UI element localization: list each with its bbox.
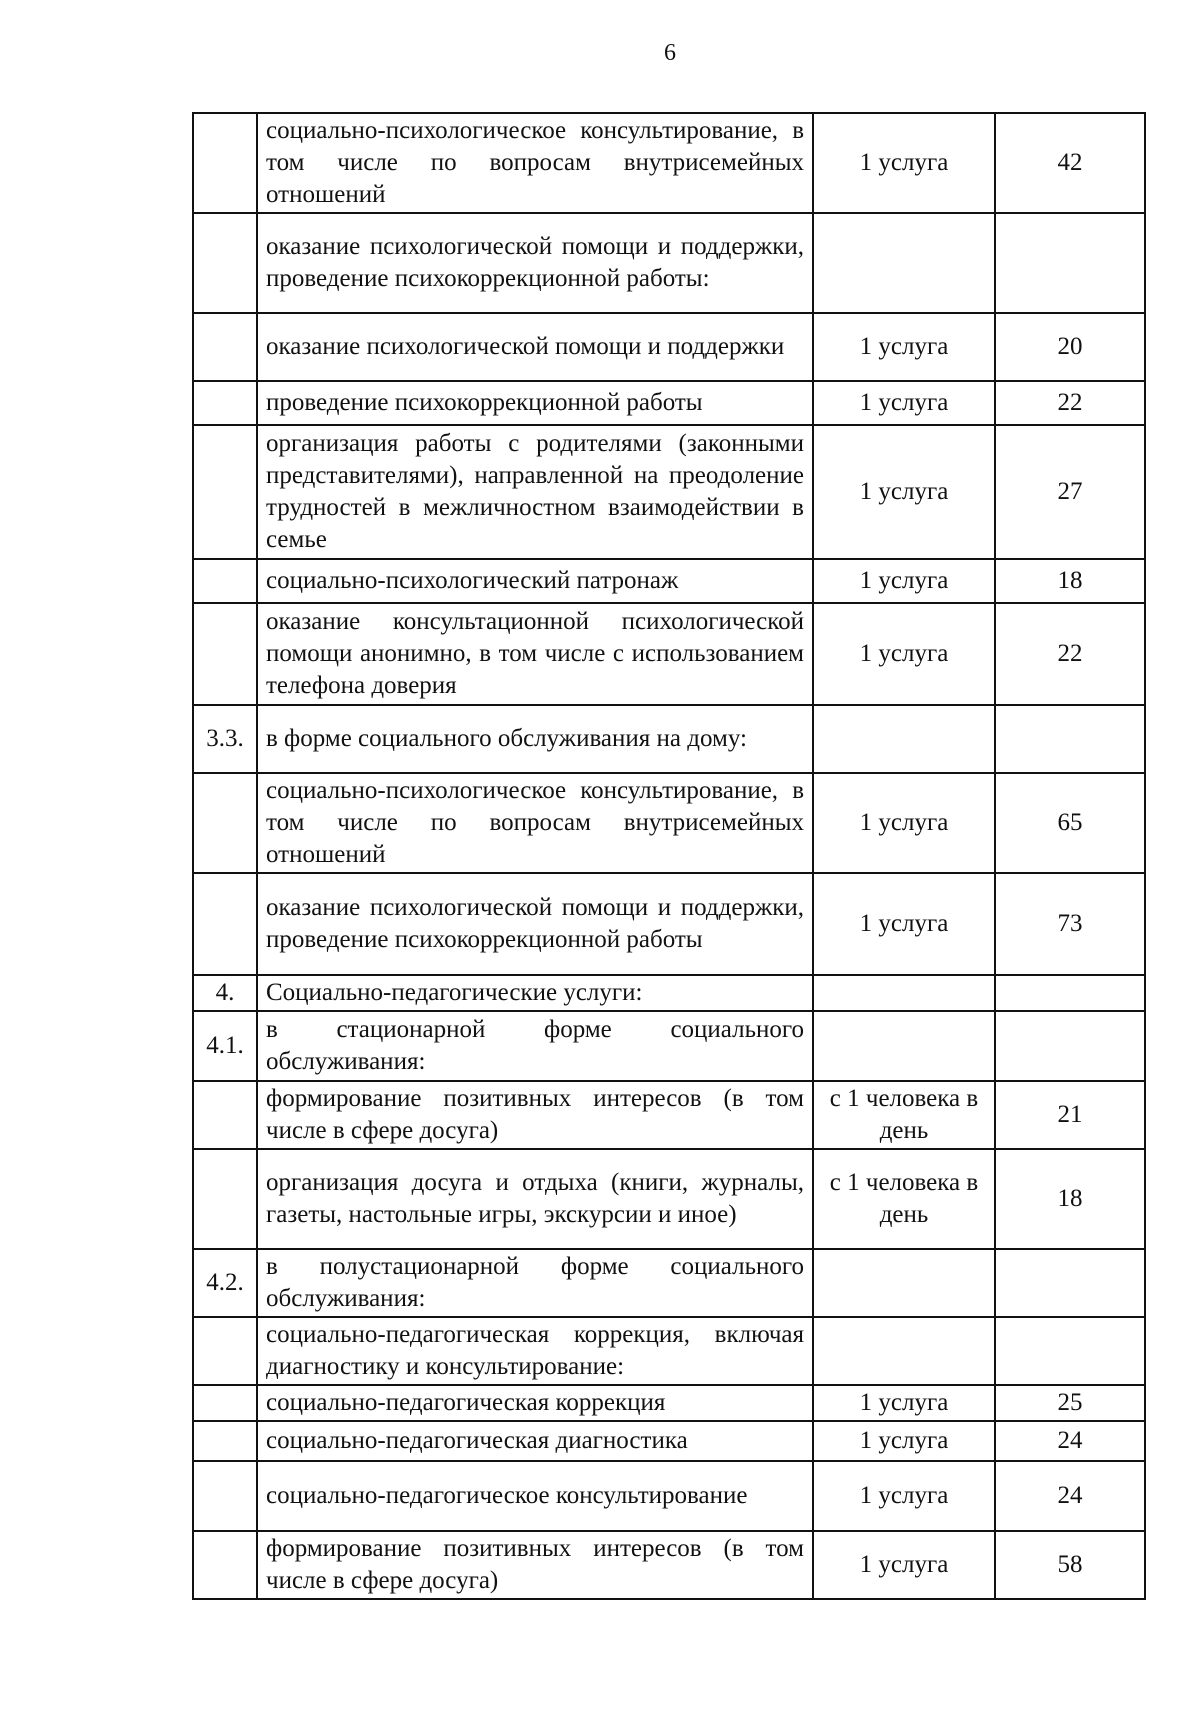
value-cell: 18 — [995, 1149, 1145, 1249]
value-cell — [995, 213, 1145, 313]
row-number-cell — [193, 1461, 257, 1531]
service-name-cell: в форме социального обслуживания на дому: — [257, 705, 813, 773]
table-row — [193, 773, 1145, 873]
row-number-cell — [193, 1385, 257, 1421]
row-number-cell — [193, 873, 257, 975]
row-number-cell — [193, 313, 257, 381]
service-name-cell: оказание психологической помощи и поддержки, проведение психокоррекционной работы: — [257, 213, 813, 313]
service-name-cell: социально-педагогическая диагностика — [257, 1421, 813, 1461]
table-row — [193, 1385, 1145, 1421]
unit-cell — [813, 1249, 995, 1317]
table-row — [193, 705, 1145, 773]
value-cell — [995, 1011, 1145, 1081]
unit-cell: 1 услуга — [813, 1461, 995, 1531]
row-number-cell — [193, 603, 257, 705]
service-name-cell: социально-педагогическая коррекция — [257, 1385, 813, 1421]
value-cell: 73 — [995, 873, 1145, 975]
table-row — [193, 1081, 1145, 1149]
unit-cell: 1 услуга — [813, 425, 995, 559]
row-number-cell — [193, 1149, 257, 1249]
value-cell: 42 — [995, 113, 1145, 213]
unit-cell: 1 услуга — [813, 773, 995, 873]
table-row — [193, 1249, 1145, 1317]
value-cell: 22 — [995, 603, 1145, 705]
table-row — [193, 559, 1145, 603]
value-cell: 65 — [995, 773, 1145, 873]
row-number-cell: 4.1. — [193, 1011, 257, 1081]
value-cell: 22 — [995, 381, 1145, 425]
value-cell — [995, 1317, 1145, 1385]
table-row — [193, 1531, 1145, 1599]
unit-cell — [813, 1011, 995, 1081]
unit-cell: 1 услуга — [813, 381, 995, 425]
service-name-cell: формирование позитивных интересов (в том числе в сфере досуга) — [257, 1531, 813, 1599]
row-number-cell — [193, 559, 257, 603]
value-cell: 18 — [995, 559, 1145, 603]
table-row — [193, 1421, 1145, 1461]
unit-cell: 1 услуга — [813, 1421, 995, 1461]
service-name-cell: социально-психологический патронаж — [257, 559, 813, 603]
table-row — [193, 381, 1145, 425]
service-name-cell: Социально-педагогические услуги: — [257, 975, 813, 1011]
service-name-cell: социально-психологическое консультирование, в том числе по вопросам внутрисемейных отношений — [257, 773, 813, 873]
row-number-cell — [193, 1531, 257, 1599]
service-name-cell: в полустационарной форме социального обслуживания: — [257, 1249, 813, 1317]
service-name-cell: проведение психокоррекционной работы — [257, 381, 813, 425]
row-number-cell — [193, 1421, 257, 1461]
table-row — [193, 975, 1145, 1011]
service-name-cell: в стационарной форме социального обслуживания: — [257, 1011, 813, 1081]
unit-cell: 1 услуга — [813, 1385, 995, 1421]
service-name-cell: социально-психологическое консультирование, в том числе по вопросам внутрисемейных отношений — [257, 113, 813, 213]
table-row — [193, 1149, 1145, 1249]
unit-cell: 1 услуга — [813, 873, 995, 975]
value-cell — [995, 1249, 1145, 1317]
service-name-cell: оказание психологической помощи и поддержки — [257, 313, 813, 381]
table-row — [193, 603, 1145, 705]
value-cell: 20 — [995, 313, 1145, 381]
unit-cell: с 1 человека в день — [813, 1081, 995, 1149]
value-cell: 58 — [995, 1531, 1145, 1599]
row-number-cell — [193, 213, 257, 313]
service-name-cell: оказание консультационной психологической помощи анонимно, в том числе с использованием телефона доверия — [257, 603, 813, 705]
row-number-cell — [193, 381, 257, 425]
unit-cell — [813, 213, 995, 313]
table-row — [193, 1011, 1145, 1081]
table-row — [193, 113, 1145, 213]
unit-cell — [813, 975, 995, 1011]
value-cell — [995, 705, 1145, 773]
unit-cell — [813, 705, 995, 773]
unit-cell: 1 услуга — [813, 1531, 995, 1599]
row-number-cell: 4.2. — [193, 1249, 257, 1317]
unit-cell: 1 услуга — [813, 559, 995, 603]
row-number-cell — [193, 773, 257, 873]
row-number-cell — [193, 113, 257, 213]
table-row — [193, 213, 1145, 313]
value-cell: 24 — [995, 1461, 1145, 1531]
row-number-cell — [193, 1317, 257, 1385]
value-cell: 25 — [995, 1385, 1145, 1421]
value-cell: 21 — [995, 1081, 1145, 1149]
unit-cell: 1 услуга — [813, 313, 995, 381]
row-number-cell — [193, 1081, 257, 1149]
table-row — [193, 1317, 1145, 1385]
value-cell: 24 — [995, 1421, 1145, 1461]
services-tariff-table — [192, 112, 1146, 1600]
unit-cell: с 1 человека в день — [813, 1149, 995, 1249]
row-number-cell: 4. — [193, 975, 257, 1011]
service-name-cell: оказание психологической помощи и поддержки, проведение психокоррекционной работы — [257, 873, 813, 975]
unit-cell: 1 услуга — [813, 603, 995, 705]
unit-cell: 1 услуга — [813, 113, 995, 213]
table-row — [193, 1461, 1145, 1531]
unit-cell — [813, 1317, 995, 1385]
service-name-cell: организация досуга и отдыха (книги, журналы, газеты, настольные игры, экскурсии и иное) — [257, 1149, 813, 1249]
service-name-cell: социально-педагогическая коррекция, включая диагностику и консультирование: — [257, 1317, 813, 1385]
service-name-cell: организация работы с родителями (законными представителями), направленной на преодоление трудностей в межличностном взаимодействии в семье — [257, 425, 813, 559]
table-row — [193, 425, 1145, 559]
value-cell — [995, 975, 1145, 1011]
value-cell: 27 — [995, 425, 1145, 559]
service-name-cell: формирование позитивных интересов (в том числе в сфере досуга) — [257, 1081, 813, 1149]
row-number-cell — [193, 425, 257, 559]
page-number: 6 — [664, 40, 676, 66]
table-row — [193, 313, 1145, 381]
row-number-cell: 3.3. — [193, 705, 257, 773]
table-row — [193, 873, 1145, 975]
service-name-cell: социально-педагогическое консультирование — [257, 1461, 813, 1531]
